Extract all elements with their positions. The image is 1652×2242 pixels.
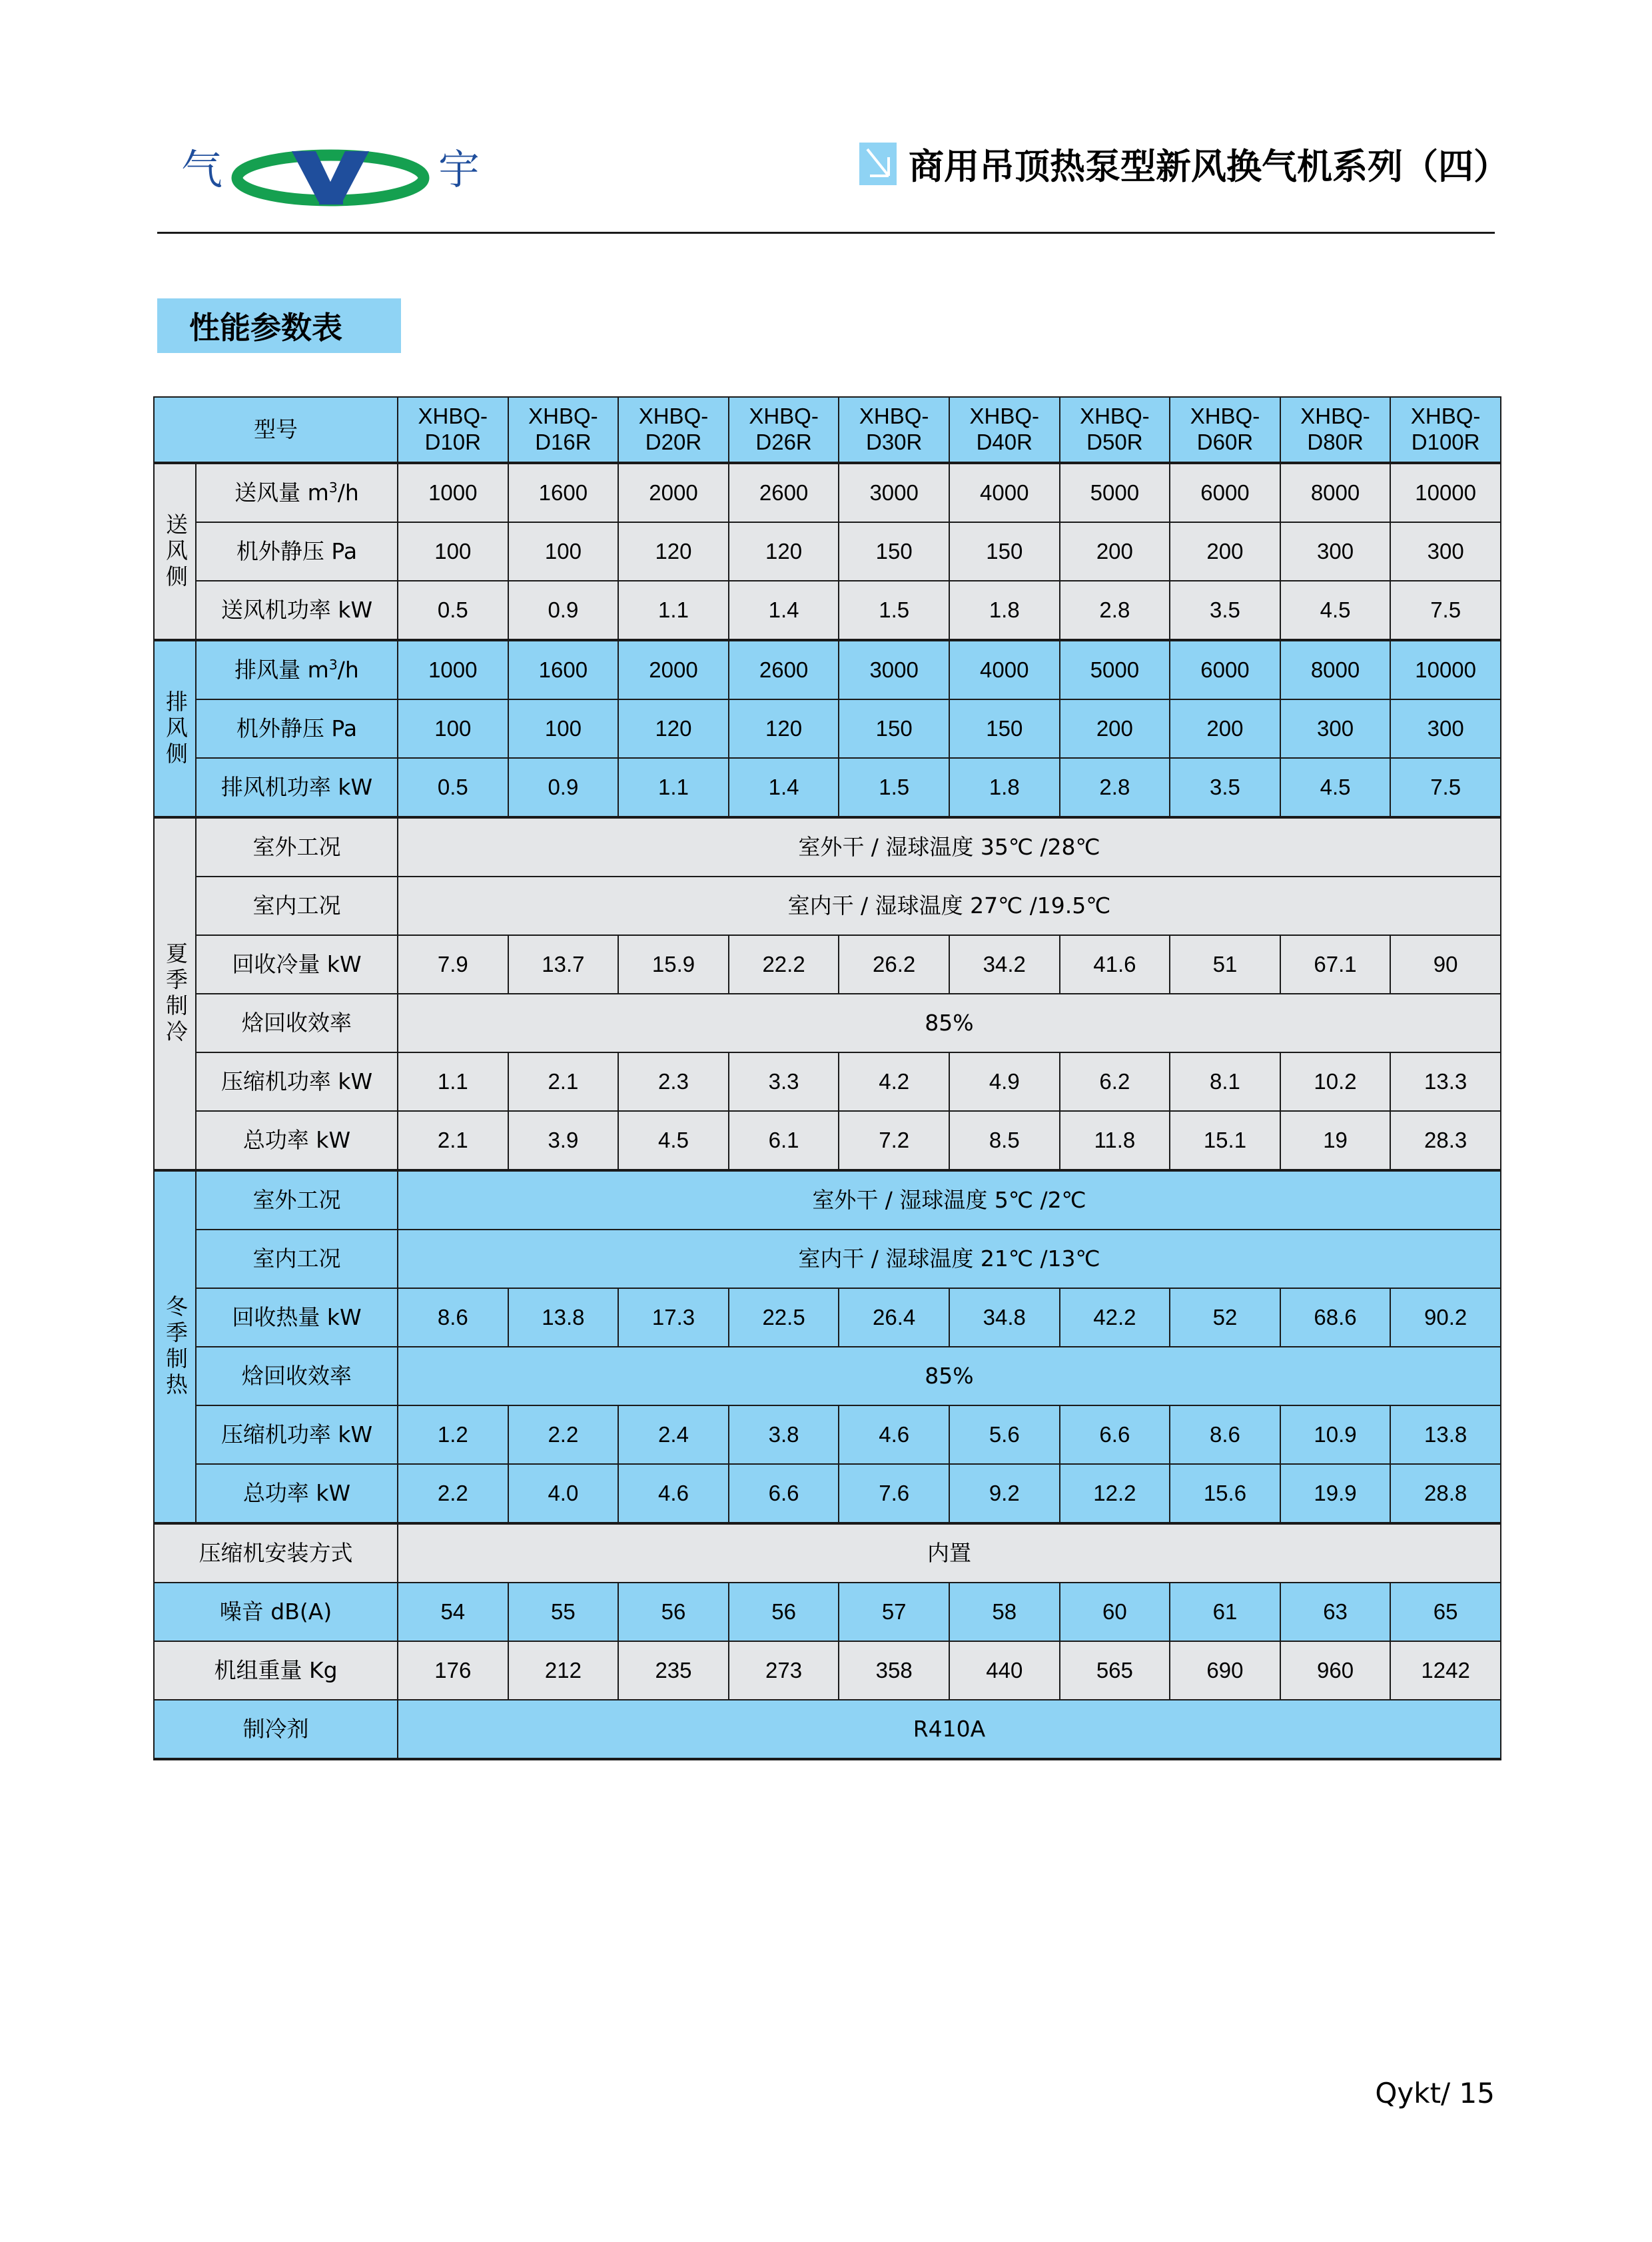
model-col-8 <box>1280 397 1391 463</box>
cell-value: 150 <box>949 699 1060 758</box>
model-suffix: D16R <box>535 430 592 454</box>
model-suffix: D20R <box>645 430 702 454</box>
cell-value: 1.4 <box>729 581 839 640</box>
row-summer-enthalpy <box>154 994 1501 1052</box>
merged-value: 室内干 / 湿球温度 21℃ /13℃ <box>398 1230 1501 1288</box>
cell-value: 28.3 <box>1390 1111 1501 1170</box>
cell-value: 4000 <box>949 640 1060 699</box>
cell-value: 34.8 <box>949 1288 1060 1347</box>
cell-value: 120 <box>618 699 729 758</box>
cell-value: 1.8 <box>949 581 1060 640</box>
cell-value: 8000 <box>1280 463 1391 522</box>
merged-value: 室外干 / 湿球温度 5℃ /2℃ <box>398 1170 1501 1230</box>
param-label: 排风机功率 kW <box>196 758 398 817</box>
cell-value: 1600 <box>508 640 619 699</box>
cell-value: 120 <box>618 522 729 581</box>
model-col-4 <box>839 397 949 463</box>
row-exhaust-volume <box>154 640 1501 699</box>
cell-value: 2000 <box>618 640 729 699</box>
cell-value: 15.1 <box>1170 1111 1280 1170</box>
param-label: 制冷剂 <box>154 1700 398 1759</box>
cell-value: 7.5 <box>1390 758 1501 817</box>
cell-value: 565 <box>1060 1641 1170 1700</box>
model-suffix: D26R <box>755 430 812 454</box>
param-label: 回收热量 kW <box>196 1288 398 1347</box>
cell-value: 12.2 <box>1060 1464 1170 1523</box>
param-label: 送风量 $m^3/h$ <box>196 463 398 522</box>
performance-spec-table <box>153 396 1501 1760</box>
cell-value: 8000 <box>1280 640 1391 699</box>
cell-value: 100 <box>398 699 508 758</box>
model-col-2 <box>618 397 729 463</box>
cell-value: 300 <box>1280 699 1391 758</box>
cell-value: 15.6 <box>1170 1464 1280 1523</box>
cell-value: 358 <box>839 1641 949 1700</box>
cell-value: 1242 <box>1390 1641 1501 1700</box>
model-col-3 <box>729 397 839 463</box>
cell-value: 300 <box>1280 522 1391 581</box>
cell-value: 26.2 <box>839 935 949 994</box>
cell-value: 176 <box>398 1641 508 1700</box>
cell-value: 0.5 <box>398 758 508 817</box>
param-label: 送风机功率 kW <box>196 581 398 640</box>
cell-value: 8.1 <box>1170 1052 1280 1111</box>
param-label: 室外工况 <box>196 1170 398 1230</box>
cell-value: 13.7 <box>508 935 619 994</box>
param-label: 室内工况 <box>196 877 398 935</box>
cell-value: 1000 <box>398 463 508 522</box>
model-col-1 <box>508 397 619 463</box>
cell-value: 690 <box>1170 1641 1280 1700</box>
cell-value: 4.9 <box>949 1052 1060 1111</box>
merged-value: 室外干 / 湿球温度 35℃ /28℃ <box>398 817 1501 877</box>
cell-value: 67.1 <box>1280 935 1391 994</box>
brand-logo <box>157 127 504 213</box>
cell-value: 1.8 <box>949 758 1060 817</box>
cell-value: 1.1 <box>398 1052 508 1111</box>
cell-value: 54 <box>398 1583 508 1641</box>
header-divider <box>157 232 1495 234</box>
row-summer-total <box>154 1111 1501 1170</box>
cell-value: 1000 <box>398 640 508 699</box>
cell-value: 4.2 <box>839 1052 949 1111</box>
cell-value: 6.6 <box>1060 1405 1170 1464</box>
cell-value: 2000 <box>618 463 729 522</box>
row-exhaust-power <box>154 758 1501 817</box>
cell-value: 150 <box>949 522 1060 581</box>
cell-value: 19 <box>1280 1111 1391 1170</box>
cell-value: 0.9 <box>508 581 619 640</box>
row-supply-static <box>154 522 1501 581</box>
cell-value: 2600 <box>729 463 839 522</box>
cell-value: 10.9 <box>1280 1405 1391 1464</box>
model-suffix: D80R <box>1307 430 1364 454</box>
model-prefix: XHBQ- <box>418 404 488 429</box>
cell-value: 150 <box>839 699 949 758</box>
merged-value: 85% <box>398 994 1501 1052</box>
cell-value: 1.5 <box>839 758 949 817</box>
section-heading: 性能参数表 <box>157 298 401 353</box>
model-prefix: XHBQ- <box>1190 404 1260 429</box>
cell-value: 2600 <box>729 640 839 699</box>
cell-value: 13.8 <box>1390 1405 1501 1464</box>
param-label: 机组重量 Kg <box>154 1641 398 1700</box>
row-refrigerant <box>154 1700 1501 1759</box>
model-prefix: XHBQ- <box>1300 404 1370 429</box>
cell-value: 200 <box>1170 699 1280 758</box>
cell-value: 6000 <box>1170 463 1280 522</box>
cell-value: 0.9 <box>508 758 619 817</box>
cell-value: 17.3 <box>618 1288 729 1347</box>
page-title: 商用吊顶热泵型新风换气机系列（四） <box>909 147 1509 187</box>
row-winter-indoor <box>154 1230 1501 1288</box>
model-suffix: D60R <box>1196 430 1254 454</box>
cell-value: 7.9 <box>398 935 508 994</box>
cell-value: 2.3 <box>618 1052 729 1111</box>
row-summer-outdoor <box>154 817 1501 877</box>
cell-value: 7.6 <box>839 1464 949 1523</box>
cell-value: 100 <box>508 699 619 758</box>
param-label: 回收冷量 kW <box>196 935 398 994</box>
cell-value: 2.2 <box>398 1464 508 1523</box>
model-col-7 <box>1170 397 1280 463</box>
cell-value: 1.1 <box>618 581 729 640</box>
cell-value: 3000 <box>839 640 949 699</box>
model-col-5 <box>949 397 1060 463</box>
cell-value: 1.2 <box>398 1405 508 1464</box>
param-label: 总功率 kW <box>196 1111 398 1170</box>
cell-value: 90 <box>1390 935 1501 994</box>
row-winter-outdoor <box>154 1170 1501 1230</box>
cell-value: 212 <box>508 1641 619 1700</box>
cell-value: 100 <box>508 522 619 581</box>
cell-value: 11.8 <box>1060 1111 1170 1170</box>
cell-value: 960 <box>1280 1641 1391 1700</box>
group-label-winter: 冬季制热 <box>154 1170 196 1523</box>
cell-value: 2.4 <box>618 1405 729 1464</box>
cell-value: 41.6 <box>1060 935 1170 994</box>
row-summer-cooling <box>154 935 1501 994</box>
cell-value: 56 <box>729 1583 839 1641</box>
cell-value: 1.5 <box>839 581 949 640</box>
model-prefix: XHBQ- <box>859 404 929 429</box>
row-compressor-mount <box>154 1523 1501 1583</box>
row-noise <box>154 1583 1501 1641</box>
header-title-group <box>859 139 1509 189</box>
param-label: 焓回收效率 <box>196 994 398 1052</box>
cell-value: 150 <box>839 522 949 581</box>
cell-value: 2.1 <box>398 1111 508 1170</box>
cell-value: 6000 <box>1170 640 1280 699</box>
cell-value: 4.5 <box>1280 581 1391 640</box>
model-col-0 <box>398 397 508 463</box>
cell-value: 42.2 <box>1060 1288 1170 1347</box>
merged-value: 内置 <box>398 1523 1501 1583</box>
cell-value: 58 <box>949 1583 1060 1641</box>
cell-value: 5.6 <box>949 1405 1060 1464</box>
param-label: 排风量 $m^3/h$ <box>196 640 398 699</box>
cell-value: 4.6 <box>618 1464 729 1523</box>
cell-value: 3.5 <box>1170 581 1280 640</box>
cell-value: 2.2 <box>508 1405 619 1464</box>
model-suffix: D40R <box>976 430 1032 454</box>
cell-value: 2.8 <box>1060 581 1170 640</box>
param-label: 焓回收效率 <box>196 1347 398 1405</box>
row-winter-enthalpy <box>154 1347 1501 1405</box>
cell-value: 0.5 <box>398 581 508 640</box>
cell-value: 273 <box>729 1641 839 1700</box>
brand-char-left: 气 <box>181 145 222 194</box>
cell-value: 4.6 <box>839 1405 949 1464</box>
model-col-6 <box>1060 397 1170 463</box>
param-label: 机外静压 Pa <box>196 699 398 758</box>
cell-value: 57 <box>839 1583 949 1641</box>
param-label: 噪音 dB(A) <box>154 1583 398 1641</box>
cell-value: 1600 <box>508 463 619 522</box>
row-winter-heating <box>154 1288 1501 1347</box>
cell-value: 8.6 <box>398 1288 508 1347</box>
row-winter-compressor <box>154 1405 1501 1464</box>
cell-value: 55 <box>508 1583 619 1641</box>
cell-value: 22.2 <box>729 935 839 994</box>
param-label: 压缩机安装方式 <box>154 1523 398 1583</box>
cell-value: 68.6 <box>1280 1288 1391 1347</box>
cell-value: 4000 <box>949 463 1060 522</box>
cell-value: 5000 <box>1060 463 1170 522</box>
merged-value: 85% <box>398 1347 1501 1405</box>
cell-value: 4.5 <box>1280 758 1391 817</box>
group-label-exhaust: 排风侧 <box>154 640 196 817</box>
diagonal-arrow-icon <box>859 143 897 185</box>
model-prefix: XHBQ- <box>749 404 819 429</box>
page-header <box>0 127 1652 226</box>
cell-value: 56 <box>618 1583 729 1641</box>
model-col-9 <box>1390 397 1501 463</box>
cell-value: 3.3 <box>729 1052 839 1111</box>
row-exhaust-static <box>154 699 1501 758</box>
model-prefix: XHBQ- <box>528 404 598 429</box>
cell-value: 7.2 <box>839 1111 949 1170</box>
cell-value: 28.8 <box>1390 1464 1501 1523</box>
row-supply-power <box>154 581 1501 640</box>
row-summer-compressor <box>154 1052 1501 1111</box>
model-suffix: D30R <box>865 430 923 454</box>
cell-value: 10.2 <box>1280 1052 1391 1111</box>
cell-value: 440 <box>949 1641 1060 1700</box>
table-header-row <box>154 397 1501 463</box>
group-label-supply: 送风侧 <box>154 463 196 640</box>
group-label-summer: 夏季制冷 <box>154 817 196 1170</box>
cell-value: 200 <box>1170 522 1280 581</box>
model-prefix: XHBQ- <box>1410 404 1481 429</box>
cell-value: 1.4 <box>729 758 839 817</box>
param-label: 机外静压 Pa <box>196 522 398 581</box>
model-prefix: XHBQ- <box>1080 404 1150 429</box>
model-suffix: D50R <box>1086 430 1143 454</box>
cell-value: 100 <box>398 522 508 581</box>
merged-value: 室内干 / 湿球温度 27℃ /19.5℃ <box>398 877 1501 935</box>
cell-value: 3000 <box>839 463 949 522</box>
cell-value: 15.9 <box>618 935 729 994</box>
header-model-label: 型号 <box>154 397 398 463</box>
cell-value: 10000 <box>1390 463 1501 522</box>
cell-value: 22.5 <box>729 1288 839 1347</box>
cell-value: 200 <box>1060 699 1170 758</box>
cell-value: 26.4 <box>839 1288 949 1347</box>
cell-value: 65 <box>1390 1583 1501 1641</box>
cell-value: 6.2 <box>1060 1052 1170 1111</box>
model-prefix: XHBQ- <box>969 404 1040 429</box>
cell-value: 61 <box>1170 1583 1280 1641</box>
cell-value: 7.5 <box>1390 581 1501 640</box>
cell-value: 120 <box>729 699 839 758</box>
cell-value: 3.8 <box>729 1405 839 1464</box>
row-supply-volume <box>154 463 1501 522</box>
param-label: 压缩机功率 kW <box>196 1052 398 1111</box>
cell-value: 8.5 <box>949 1111 1060 1170</box>
cell-value: 200 <box>1060 522 1170 581</box>
cell-value: 235 <box>618 1641 729 1700</box>
model-suffix: D10R <box>424 430 481 454</box>
cell-value: 120 <box>729 522 839 581</box>
cell-value: 300 <box>1390 522 1501 581</box>
cell-value: 19.9 <box>1280 1464 1391 1523</box>
param-label: 压缩机功率 kW <box>196 1405 398 1464</box>
cell-value: 13.8 <box>508 1288 619 1347</box>
cell-value: 3.9 <box>508 1111 619 1170</box>
cell-value: 5000 <box>1060 640 1170 699</box>
cell-value: 13.3 <box>1390 1052 1501 1111</box>
qiyu-v-ellipse-logo-icon <box>230 130 430 210</box>
param-label: 室外工况 <box>196 817 398 877</box>
cell-value: 4.5 <box>618 1111 729 1170</box>
cell-value: 9.2 <box>949 1464 1060 1523</box>
merged-value: R410A <box>398 1700 1501 1759</box>
param-label: 总功率 kW <box>196 1464 398 1523</box>
param-label: 室内工况 <box>196 1230 398 1288</box>
cell-value: 51 <box>1170 935 1280 994</box>
cell-value: 300 <box>1390 699 1501 758</box>
cell-value: 8.6 <box>1170 1405 1280 1464</box>
row-winter-total <box>154 1464 1501 1523</box>
brand-char-right: 宇 <box>438 145 480 194</box>
cell-value: 6.6 <box>729 1464 839 1523</box>
cell-value: 2.1 <box>508 1052 619 1111</box>
cell-value: 2.8 <box>1060 758 1170 817</box>
cell-value: 10000 <box>1390 640 1501 699</box>
model-suffix: D100R <box>1411 430 1480 454</box>
cell-value: 90.2 <box>1390 1288 1501 1347</box>
cell-value: 1.1 <box>618 758 729 817</box>
page-footer-mark: Qykt/ 15 <box>1375 2077 1495 2109</box>
model-prefix: XHBQ- <box>638 404 709 429</box>
cell-value: 34.2 <box>949 935 1060 994</box>
cell-value: 60 <box>1060 1583 1170 1641</box>
cell-value: 52 <box>1170 1288 1280 1347</box>
cell-value: 3.5 <box>1170 758 1280 817</box>
row-weight <box>154 1641 1501 1700</box>
cell-value: 4.0 <box>508 1464 619 1523</box>
row-summer-indoor <box>154 877 1501 935</box>
cell-value: 6.1 <box>729 1111 839 1170</box>
cell-value: 63 <box>1280 1583 1391 1641</box>
